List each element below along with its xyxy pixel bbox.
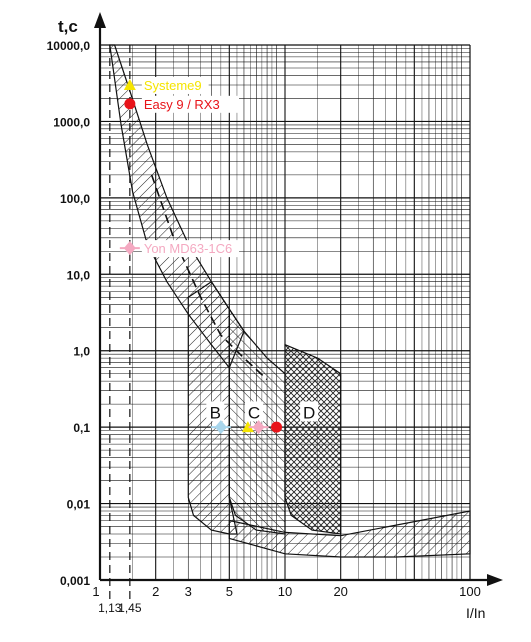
x-axis-label: I/In bbox=[466, 605, 486, 621]
x-tick-label: 1,13 bbox=[98, 601, 122, 615]
x-tick-label: 1,45 bbox=[118, 601, 142, 615]
series-marker bbox=[271, 422, 282, 433]
y-tick-label: 10,0 bbox=[66, 268, 90, 283]
series-label: Easy 9 / RX3 bbox=[143, 96, 220, 112]
zone-labels bbox=[206, 401, 318, 422]
x-tick-label: 2 bbox=[152, 584, 160, 599]
x-tick-label: 20 bbox=[333, 584, 348, 599]
series-label: Systeme9 bbox=[143, 77, 202, 93]
x-tick-label: 10 bbox=[277, 584, 293, 599]
y-tick-label: 0,01 bbox=[66, 497, 90, 512]
y-axis-arrow bbox=[94, 12, 106, 28]
series-marker bbox=[124, 98, 135, 109]
y-tick-label: 0,1 bbox=[73, 421, 90, 436]
x-tick-label: 3 bbox=[184, 584, 192, 599]
zone-label: B bbox=[209, 403, 221, 423]
y-tick-label: 1000,0 bbox=[53, 115, 90, 130]
y-axis-label: t,c bbox=[58, 17, 78, 36]
y-tick-label: 0,001 bbox=[59, 574, 90, 588]
zone-label: D bbox=[302, 403, 316, 423]
series-label: Yon MD63-1C6 bbox=[143, 241, 233, 257]
x-tick-label: 1 bbox=[92, 584, 100, 599]
x-tick-label: 100 bbox=[459, 584, 481, 599]
y-tick-label: 1,0 bbox=[73, 344, 90, 359]
y-tick-label: 10000,0 bbox=[46, 39, 90, 53]
zone-d-band bbox=[285, 345, 341, 534]
y-tick-label: 100,0 bbox=[59, 191, 90, 206]
x-axis-arrow bbox=[487, 574, 503, 586]
x-tick-label: 5 bbox=[225, 584, 233, 599]
zone-label: C bbox=[247, 403, 261, 423]
